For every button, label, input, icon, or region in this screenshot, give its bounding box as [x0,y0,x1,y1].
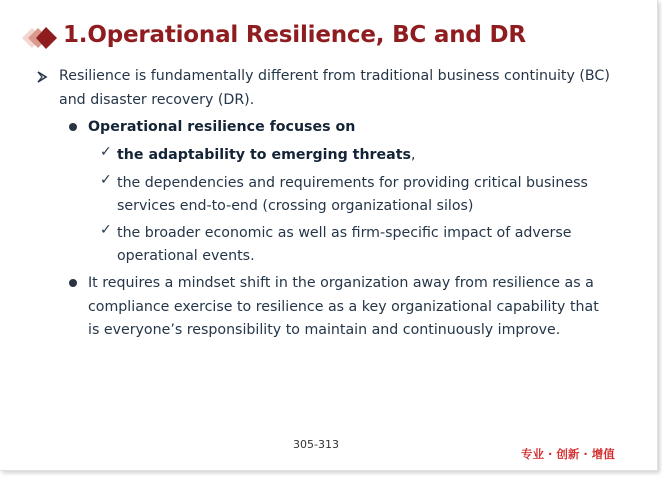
arrow-bullet-icon [36,71,48,83]
checkmark-icon: ✓ [100,222,112,238]
check-item-1-tail: , [410,147,416,163]
dot-bullet-icon [69,279,77,287]
intro-line-2: and disaster recovery (DR). [59,92,255,108]
bullet-2-line-1: It requires a mindset shift in the organization away from resilience as a [88,275,594,291]
check-item-2-line-2: services end-to-end (crossing organizational silos) [117,198,474,214]
checkmark-icon: ✓ [100,144,112,160]
bullet-2-line-3: is everyone’s responsibility to maintain and continuously improve. [88,322,561,338]
page-title: 1.Operational Resilience, BC and DR [63,22,526,48]
checkmark-icon: ✓ [100,172,112,188]
check-item-1 [117,144,416,167]
dot-bullet-icon [69,123,77,131]
diamond-logo-icon [12,24,60,52]
check-item-1-bold: the adaptability to emerging threats [117,147,411,163]
check-item-3-line-2: operational events. [117,248,255,264]
intro-line-1: Resilience is fundamentally different from traditional business continuity (BC) [59,68,610,84]
check-item-3-line-1: the broader economic as well as firm-specific impact of adverse [117,225,572,241]
bullet-2-line-2: compliance exercise to resilience as a key organizational capability that [88,299,599,315]
page-number: 305-313 [293,438,339,451]
check-item-2-line-1: the dependencies and requirements for providing critical business [117,175,588,191]
footer-motto: 专业 · 创新 · 增值 [521,447,615,461]
bullet-1-heading: Operational resilience focuses on [88,119,356,135]
